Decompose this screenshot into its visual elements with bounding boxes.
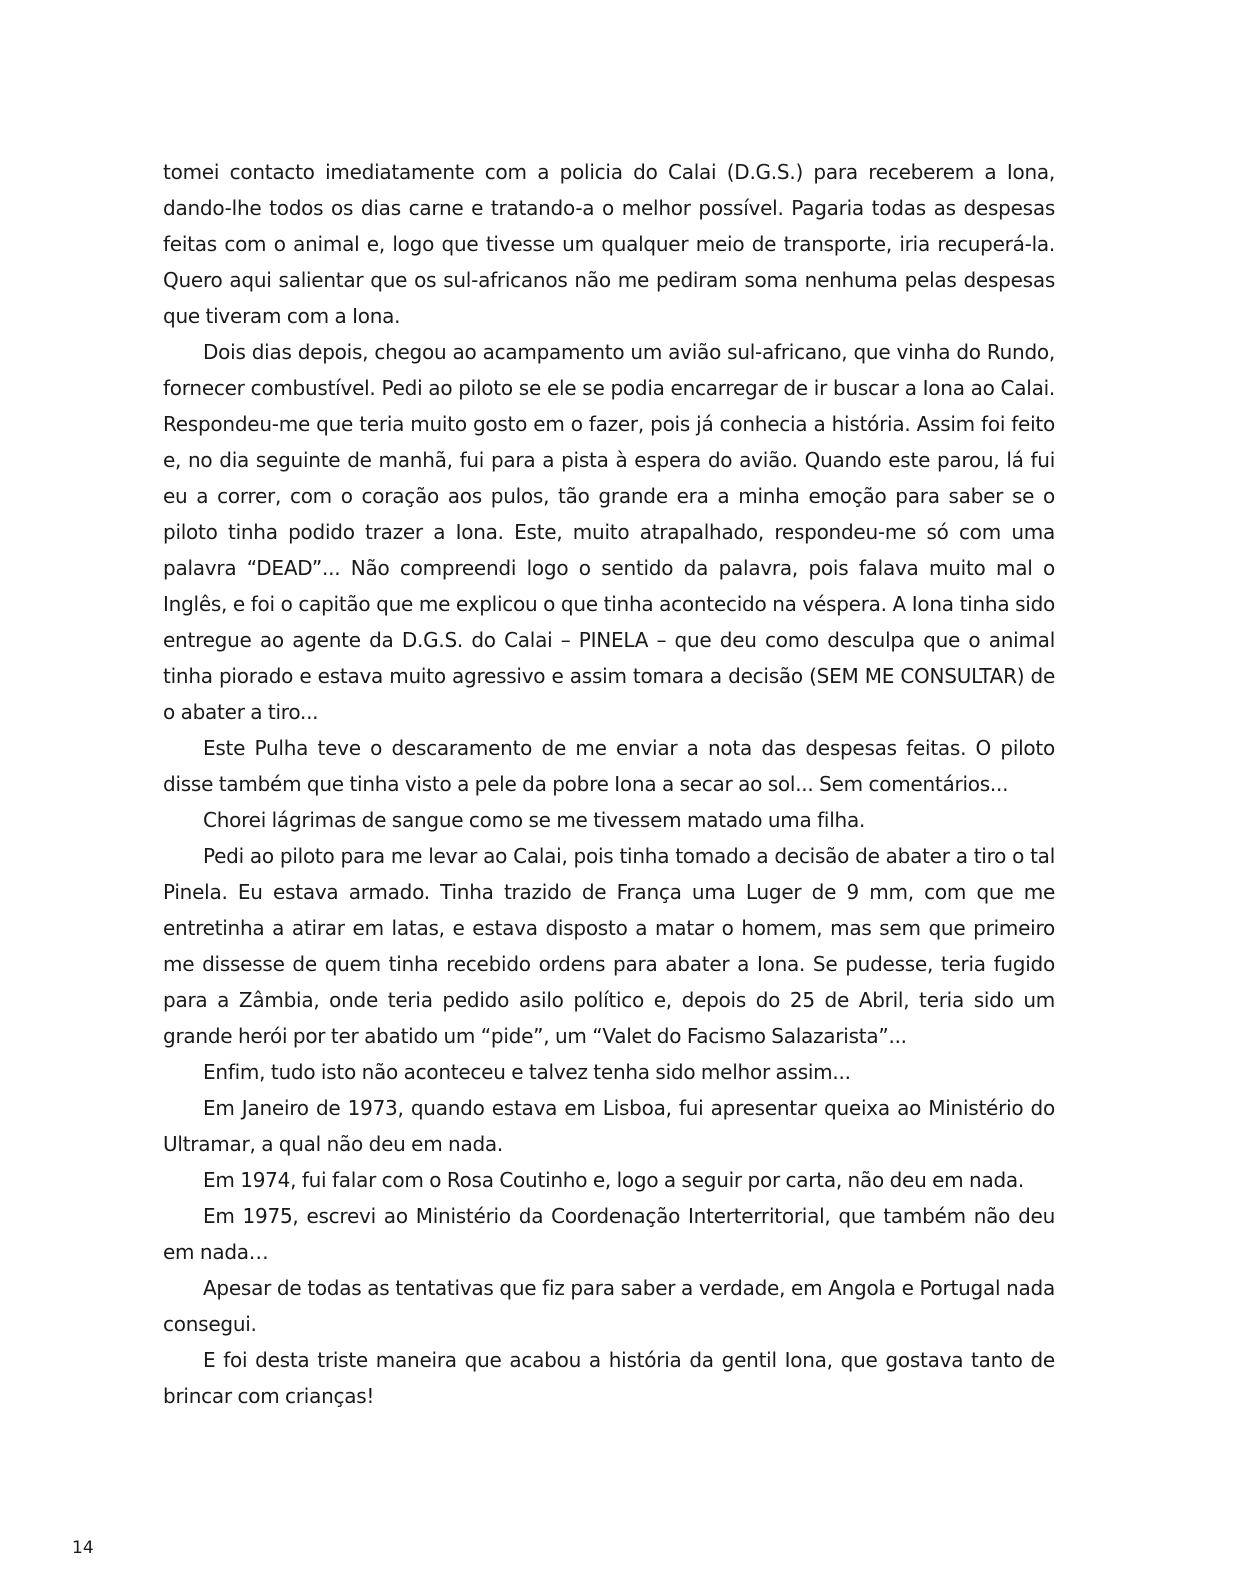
paragraph-5: Pedi ao piloto para me levar ao Calai, pois tinha tomado a decisão de abater a tiro o tal Pinela. Eu estava armado. Tinha trazido de França uma Luger de 9 mm, com que me entretinha a atirar em latas, e estava disposto a matar o homem, mas sem que primeiro me dissesse de quem tinha recebido ordens para abater a Iona. Se pudesse, teria fugido para a Zâmbia, onde teria pedido asilo político e, depois do 25 de Abril, teria sido um grande herói por ter abatido um “pide”, um “Valet do Facismo Salazarista”... [163, 844, 1055, 1048]
paragraph-7: Em Janeiro de 1973, quando estava em Lisboa, fui apresentar queixa ao Ministério do Ultramar, a qual não deu em nada. [163, 1096, 1055, 1156]
paragraph-8: Em 1974, fui falar com o Rosa Coutinho e, logo a seguir por carta, não deu em nada. [203, 1168, 1025, 1192]
paragraph-4: Chorei lágrimas de sangue como se me tivessem matado uma filha. [203, 808, 866, 832]
paragraph-10: Apesar de todas as tentativas que fiz para saber a verdade, em Angola e Portugal nada consegui. [163, 1276, 1055, 1336]
paragraph-1: tomei contacto imediatamente com a policia do Calai (D.G.S.) para receberem a Iona, dando-lhe todos os dias carne e tratando-a o melhor possível. Pagaria todas as despesas feitas com o animal e, logo que tivesse um qualquer meio de transporte, iria recuperá-la. Quero aqui salientar que os sul-africanos não me pediram soma nenhuma pelas despesas que tiveram com a Iona. [163, 160, 1055, 328]
paragraph-3: Este Pulha teve o descaramento de me enviar a nota das despesas feitas. O piloto disse também que tinha visto a pele da pobre Iona a secar ao sol... Sem comentários... [163, 736, 1055, 796]
body-text [163, 154, 1055, 1414]
paragraph-6: Enfim, tudo isto não aconteceu e talvez tenha sido melhor assim... [203, 1060, 851, 1084]
paragraph-2: Dois dias depois, chegou ao acampamento um avião sul-africano, que vinha do Rundo, fornecer combustível. Pedi ao piloto se ele se podia encarregar de ir buscar a Iona ao Calai. Respondeu-me que teria muito gosto em o fazer, pois já conhecia a história. Assim foi feito e, no dia seguinte de manhã, fui para a pista à espera do avião. Quando este parou, lá fui eu a correr, com o coração aos pulos, tão grande era a minha emoção para saber se o piloto tinha podido trazer a Iona. Este, muito atrapalhado, respondeu-me só com uma palavra “DEAD”... Não compreendi logo o sentido da palavra, pois falava muito mal o Inglês, e foi o capitão que me explicou o que tinha acontecido na véspera. A Iona tinha sido entregue ao agente da D.G.S. do Calai – PINELA – que deu como desculpa que o animal tinha piorado e estava muito agressivo e assim tomara a decisão (SEM ME CONSULTAR) de o abater a tiro... [163, 340, 1055, 724]
page-number: 14 [72, 1538, 94, 1558]
paragraph-11: E foi desta triste maneira que acabou a história da gentil Iona, que gostava tanto de brincar com crianças! [163, 1348, 1055, 1408]
paragraph-9: Em 1975, escrevi ao Ministério da Coordenação Interterritorial, que também não deu em nada… [163, 1204, 1055, 1264]
